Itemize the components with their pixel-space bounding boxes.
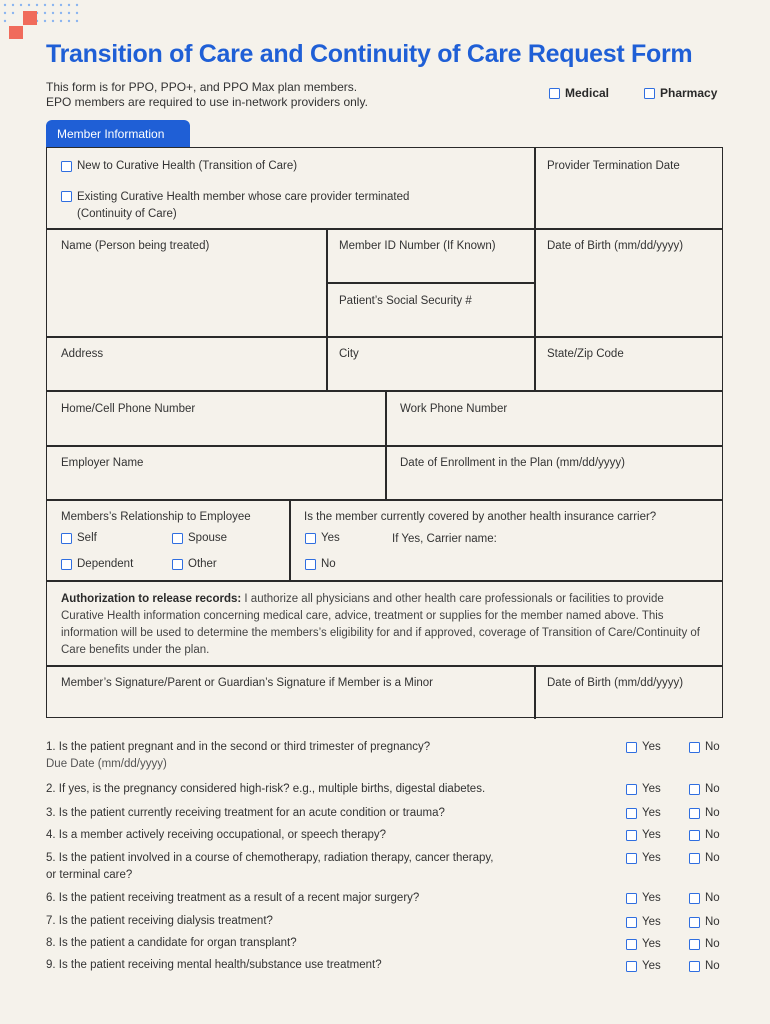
medical-checkbox[interactable] <box>549 88 560 99</box>
signature-dob-label: Date of Birth (mm/dd/yyyy) <box>547 677 684 689</box>
intro-line-2: EPO members are required to use in-network providers only. <box>46 95 368 109</box>
relationship-self-option[interactable] <box>61 531 97 545</box>
no-label: No <box>705 807 720 819</box>
q8-no-option[interactable] <box>689 938 720 950</box>
no-label: No <box>705 852 720 864</box>
pharmacy-checkbox[interactable] <box>644 88 655 99</box>
row-divider <box>47 665 722 667</box>
q6-no-checkbox[interactable] <box>689 893 700 904</box>
q2-no-option[interactable] <box>689 783 720 795</box>
relationship-other-option[interactable] <box>172 557 217 571</box>
existing-member-label: Existing Curative Health member whose care provider terminated (Continuity of Care) <box>77 191 410 220</box>
spouse-label: Spouse <box>188 532 228 544</box>
q2-yes-option[interactable] <box>626 783 661 795</box>
employer-label: Employer Name <box>61 457 144 469</box>
question-text: 3. Is the patient currently receiving treatment for an acute condition or trauma? <box>46 807 445 819</box>
provider-termination-date-label: Provider Termination Date <box>547 160 680 172</box>
no-label: No <box>705 960 720 972</box>
dependent-checkbox[interactable] <box>61 559 72 570</box>
question-3 <box>46 805 576 822</box>
coverage-yes-checkbox[interactable] <box>305 533 316 544</box>
due-date-label: Due Date (mm/dd/yyyy) <box>46 758 167 770</box>
date-of-birth-label: Date of Birth (mm/dd/yyyy) <box>547 240 684 252</box>
q2-yes-checkbox[interactable] <box>626 784 637 795</box>
q7-yes-option[interactable] <box>626 916 661 928</box>
q4-no-option[interactable] <box>689 829 720 841</box>
row-divider <box>47 499 722 501</box>
yes-label: Yes <box>642 892 661 904</box>
q5-yes-checkbox[interactable] <box>626 853 637 864</box>
question-text: 5. Is the patient involved in a course of chemotherapy, radiation therapy, cancer therapy, <box>46 852 494 864</box>
coverage-yes-option[interactable] <box>305 531 340 545</box>
member-id-label: Member ID Number (If Known) <box>339 240 496 252</box>
question-2 <box>46 781 576 798</box>
intro-text <box>46 80 368 110</box>
q2-no-checkbox[interactable] <box>689 784 700 795</box>
home-phone-label: Home/Cell Phone Number <box>61 403 196 415</box>
question-6 <box>46 890 576 907</box>
question-8 <box>46 935 576 952</box>
yes-label: Yes <box>642 916 661 928</box>
question-7 <box>46 913 576 930</box>
question-9 <box>46 957 576 974</box>
coverage-no-option[interactable] <box>305 557 336 571</box>
coverage-no-checkbox[interactable] <box>305 559 316 570</box>
q3-no-option[interactable] <box>689 807 720 819</box>
q7-no-option[interactable] <box>689 916 720 928</box>
question-text: 2. If yes, is the pregnancy considered high-risk? e.g., multiple births, digestal diabetes. <box>46 783 486 795</box>
self-checkbox[interactable] <box>61 533 72 544</box>
question-4 <box>46 827 576 844</box>
dependent-label: Dependent <box>77 558 134 570</box>
col-divider <box>534 148 536 228</box>
medical-label: Medical <box>565 86 610 100</box>
relationship-label: Members’s Relationship to Employee <box>61 511 251 523</box>
no-label: No <box>705 829 720 841</box>
existing-member-option[interactable] <box>61 189 409 223</box>
col-divider <box>326 228 328 390</box>
section-tab-member-information: Member Information <box>46 120 190 147</box>
address-label: Address <box>61 348 104 360</box>
intro-line-1: This form is for PPO, PPO+, and PPO Max plan members. <box>46 80 358 94</box>
q8-yes-checkbox[interactable] <box>626 939 637 950</box>
other-checkbox[interactable] <box>172 559 183 570</box>
authorization-text <box>61 591 701 659</box>
q5-no-option[interactable] <box>689 852 720 864</box>
coverage-yes-label: Yes <box>321 532 340 544</box>
no-label: No <box>705 892 720 904</box>
q3-yes-option[interactable] <box>626 807 661 819</box>
relationship-dependent-option[interactable] <box>61 557 133 571</box>
no-label: No <box>705 741 720 753</box>
col-divider <box>534 665 536 719</box>
no-label: No <box>705 938 720 950</box>
city-label: City <box>339 348 359 360</box>
col-divider <box>289 499 291 580</box>
authorization-heading: Authorization to release records: <box>61 593 242 605</box>
name-label: Name (Person being treated) <box>61 240 210 252</box>
q9-yes-checkbox[interactable] <box>626 961 637 972</box>
q1-yes-checkbox[interactable] <box>626 742 637 753</box>
q9-no-option[interactable] <box>689 960 720 972</box>
q1-no-option[interactable] <box>689 741 720 753</box>
question-text: 9. Is the patient receiving mental health/substance use treatment? <box>46 959 382 971</box>
yes-label: Yes <box>642 829 661 841</box>
question-5 <box>46 850 576 884</box>
yes-label: Yes <box>642 783 661 795</box>
page-title: Transition of Care and Continuity of Care Request Form <box>46 40 693 68</box>
pharmacy-option[interactable] <box>644 86 717 100</box>
q3-no-checkbox[interactable] <box>689 808 700 819</box>
question-text-cont: or terminal care? <box>46 869 133 881</box>
yes-label: Yes <box>642 807 661 819</box>
new-member-checkbox[interactable] <box>61 161 72 172</box>
q1-no-checkbox[interactable] <box>689 742 700 753</box>
q4-yes-option[interactable] <box>626 829 661 841</box>
q4-yes-checkbox[interactable] <box>626 830 637 841</box>
pharmacy-label: Pharmacy <box>660 86 718 100</box>
self-label: Self <box>77 532 97 544</box>
ssn-label: Patient’s Social Security # <box>339 295 472 307</box>
row-divider <box>47 228 722 230</box>
q8-yes-option[interactable] <box>626 938 661 950</box>
q5-yes-option[interactable] <box>626 852 661 864</box>
enrollment-date-label: Date of Enrollment in the Plan (mm/dd/yyyy) <box>400 457 625 469</box>
q7-yes-checkbox[interactable] <box>626 917 637 928</box>
signature-label: Member’s Signature/Parent or Guardian’s Signature if Member is a Minor <box>61 677 434 689</box>
existing-member-checkbox[interactable] <box>61 191 72 202</box>
q3-yes-checkbox[interactable] <box>626 808 637 819</box>
q6-yes-checkbox[interactable] <box>626 893 637 904</box>
state-zip-label: State/Zip Code <box>547 348 624 360</box>
q7-no-checkbox[interactable] <box>689 917 700 928</box>
question-text: 8. Is the patient a candidate for organ transplant? <box>46 937 297 949</box>
medical-option[interactable] <box>549 86 609 100</box>
row-divider <box>47 336 722 338</box>
relationship-spouse-option[interactable] <box>172 531 227 545</box>
yes-label: Yes <box>642 960 661 972</box>
row-divider <box>47 580 722 582</box>
q8-no-checkbox[interactable] <box>689 939 700 950</box>
q9-no-checkbox[interactable] <box>689 961 700 972</box>
question-text: 7. Is the patient receiving dialysis treatment? <box>46 915 273 927</box>
q4-no-checkbox[interactable] <box>689 830 700 841</box>
q6-yes-option[interactable] <box>626 892 661 904</box>
question-text: 6. Is the patient receiving treatment as a result of a recent major surgery? <box>46 892 420 904</box>
cell-divider <box>327 282 535 284</box>
yes-label: Yes <box>642 852 661 864</box>
other-label: Other <box>188 558 217 570</box>
yes-label: Yes <box>642 938 661 950</box>
new-member-label: New to Curative Health (Transition of Care) <box>77 160 298 172</box>
member-information-form <box>46 147 723 718</box>
corner-decoration <box>0 0 90 45</box>
other-coverage-label: Is the member currently covered by another health insurance carrier? <box>304 511 657 523</box>
q1-yes-option[interactable] <box>626 741 661 753</box>
spouse-checkbox[interactable] <box>172 533 183 544</box>
coverage-no-label: No <box>321 558 336 570</box>
carrier-name-label: If Yes, Carrier name: <box>392 533 497 545</box>
col-divider <box>385 390 387 499</box>
no-label: No <box>705 916 720 928</box>
q9-yes-option[interactable] <box>626 960 661 972</box>
new-member-option[interactable] <box>61 159 297 173</box>
question-text: 4. Is a member actively receiving occupational, or speech therapy? <box>46 829 387 841</box>
question-1 <box>46 739 576 773</box>
yes-label: Yes <box>642 741 661 753</box>
col-divider <box>534 228 536 390</box>
question-text: 1. Is the patient pregnant and in the second or third trimester of pregnancy? <box>46 741 431 753</box>
authorization-body: I authorize all physicians and other health care professionals or facilities to provide Curative Health information concerning medical care, advice, treatment or supplies for the member named above. This information will be used to determine the members’s eligibility for and if approved, coverage of Transition of Care/Continuity of Care benefits under the plan. <box>61 593 701 656</box>
q5-no-checkbox[interactable] <box>689 853 700 864</box>
no-label: No <box>705 783 720 795</box>
work-phone-label: Work Phone Number <box>400 403 508 415</box>
q6-no-option[interactable] <box>689 892 720 904</box>
